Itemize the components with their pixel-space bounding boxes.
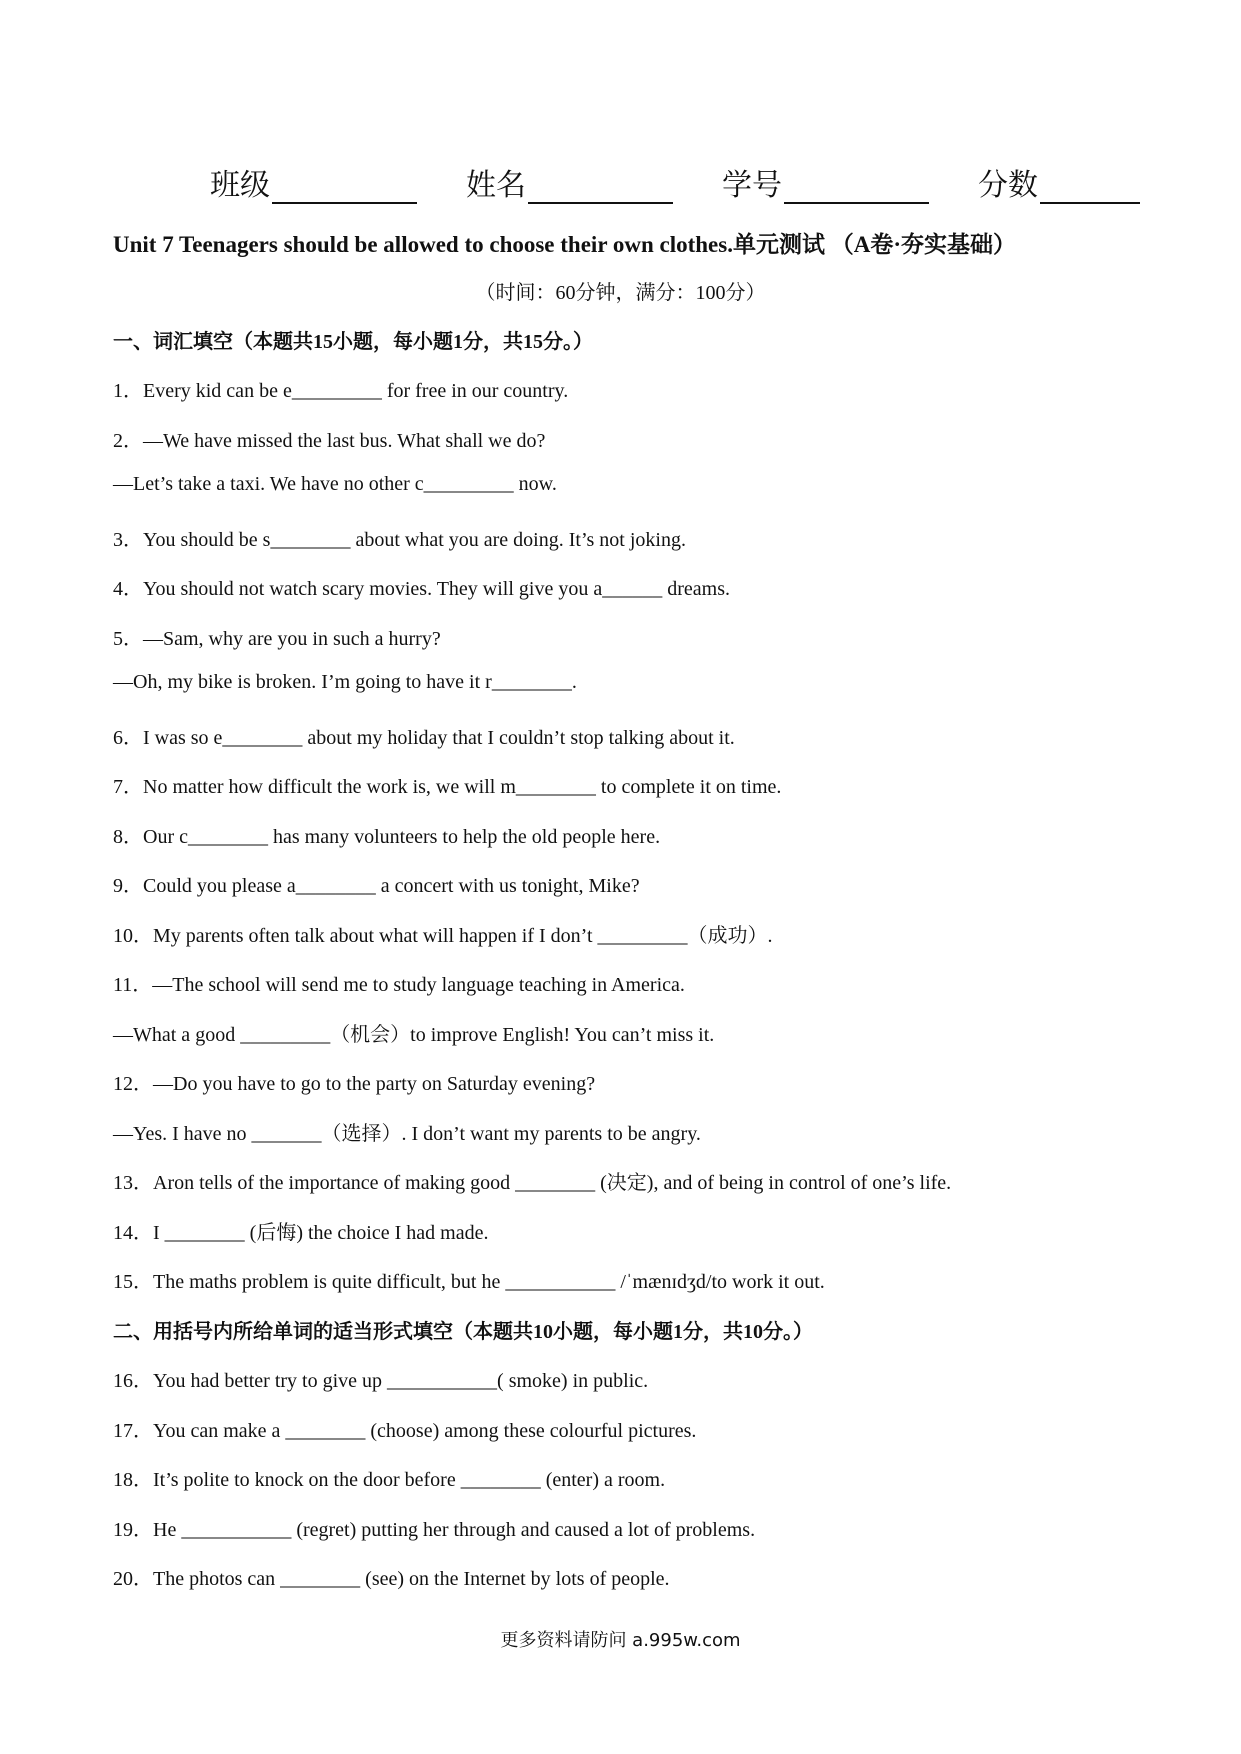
score-field	[978, 160, 1140, 204]
question-line: 10．My parents often talk about what will happen if I don’t _________（成功）.	[113, 925, 773, 947]
question-line: 9．Could you please a________ a concert with us tonight, Mike?	[113, 875, 640, 897]
question-line: 8．Our c________ has many volunteers to help the old people here.	[113, 826, 661, 848]
page-title: Unit 7 Teenagers should be allowed to choose their own clothes.单元测试 （A卷·夯实基础）	[113, 232, 1016, 257]
question-line: 13．Aron tells of the importance of making good ________ (决定), and of being in control of one’s life.	[113, 1172, 952, 1194]
name-label: 姓名	[466, 169, 526, 202]
question-line: 2．—We have missed the last bus. What shall we do?	[113, 430, 546, 452]
question-line: —Oh, my bike is broken. I’m going to have it r________.	[113, 671, 577, 693]
question-line: 5．—Sam, why are you in such a hurry?	[113, 628, 441, 650]
question-line: 18．It’s polite to knock on the door before ________ (enter) a room.	[113, 1469, 666, 1491]
question-line: 16．You had better try to give up ___________( smoke) in public.	[113, 1370, 649, 1392]
section-2-heading: 二、用括号内所给单词的适当形式填空（本题共10小题，每小题1分，共10分。）	[113, 1321, 813, 1343]
student-info-fields	[210, 160, 1140, 204]
question-line: 7．No matter how difficult the work is, we will m________ to complete it on time.	[113, 776, 782, 798]
question-line: 11．—The school will send me to study language teaching in America.	[113, 974, 685, 996]
question-line: 14．I ________ (后悔) the choice I had made.	[113, 1222, 489, 1244]
student-id-field	[722, 160, 929, 204]
score-label: 分数	[978, 169, 1038, 202]
student-id-label: 学号	[722, 169, 782, 202]
exam-time-info: （时间：60分钟，满分：100分）	[475, 282, 766, 304]
question-line: —Yes. I have no _______（选择）. I don’t want my parents to be angry.	[113, 1123, 701, 1145]
student-id-blank[interactable]	[784, 172, 929, 204]
question-line: —What a good _________（机会）to improve English! You can’t miss it.	[113, 1024, 715, 1046]
question-line: 12．—Do you have to go to the party on Saturday evening?	[113, 1073, 596, 1095]
question-line: 3．You should be s________ about what you are doing. It’s not joking.	[113, 529, 686, 551]
question-line: 17．You can make a ________ (choose) among these colourful pictures.	[113, 1420, 697, 1442]
question-line: 6．I was so e________ about my holiday that I couldn’t stop talking about it.	[113, 727, 735, 749]
question-line: —Let’s take a taxi. We have no other c_________ now.	[113, 473, 557, 495]
class-field	[210, 160, 417, 204]
question-line: 19．He ___________ (regret) putting her through and caused a lot of problems.	[113, 1519, 756, 1541]
question-line: 20．The photos can ________ (see) on the Internet by lots of people.	[113, 1568, 670, 1590]
question-line: 1．Every kid can be e_________ for free in our country.	[113, 380, 569, 402]
footer-watermark: 更多资料请防问 a.995w.com	[500, 1630, 741, 1651]
class-label: 班级	[210, 169, 270, 202]
score-blank[interactable]	[1040, 172, 1140, 204]
name-blank[interactable]	[528, 172, 673, 204]
question-line: 15．The maths problem is quite difficult, but he ___________ /ˈmænɪdʒd/to work it out.	[113, 1271, 825, 1293]
class-blank[interactable]	[272, 172, 417, 204]
question-line: 4．You should not watch scary movies. They will give you a______ dreams.	[113, 578, 730, 600]
name-field	[466, 160, 673, 204]
section-1-heading: 一、词汇填空（本题共15小题，每小题1分，共15分。）	[113, 331, 593, 353]
